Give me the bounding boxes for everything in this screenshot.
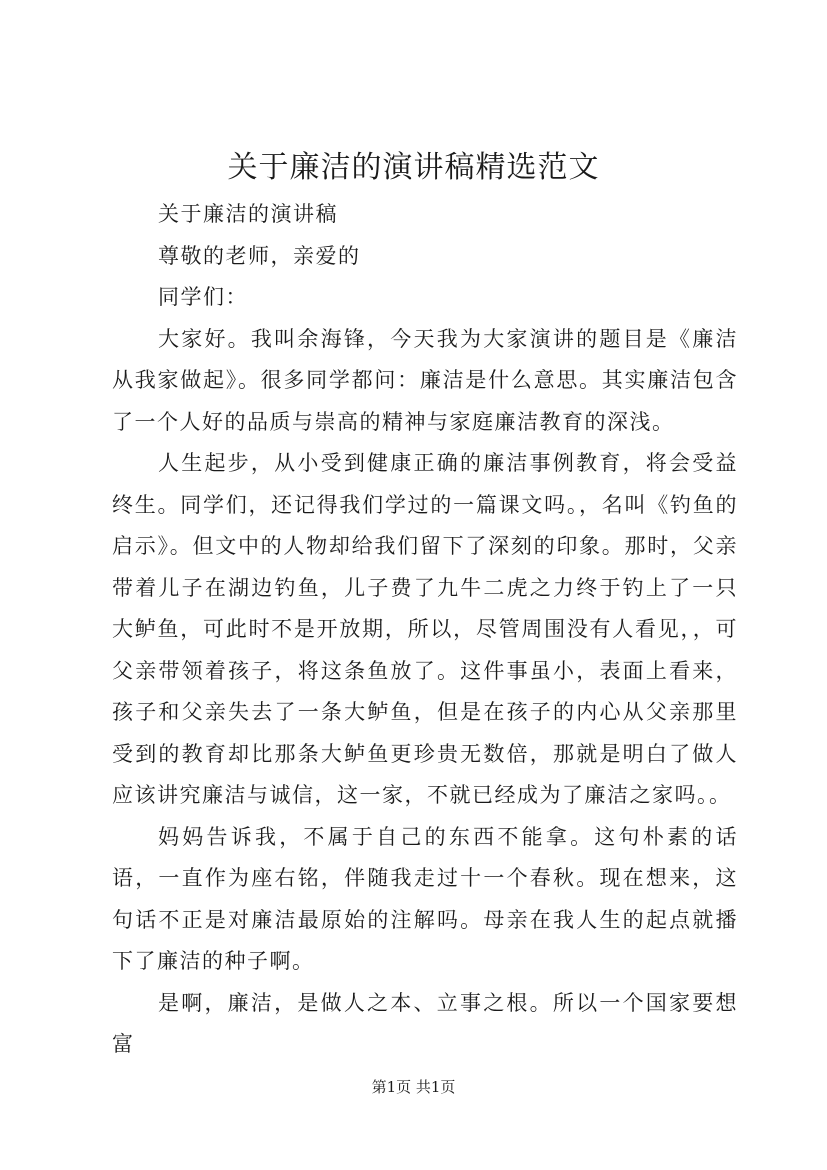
paragraph-story: 人生起步，从小受到健康正确的廉洁事例教育，将会受益终生。同学们，还记得我们学过的一篇课文吗。，名叫《钓鱼的启示》。但文中的人物却给我们留下了深刻的印象。那时，父亲带着儿子在湖边钓鱼，儿子费了九牛二虎之力终于钓上了一只大鲈鱼，可此时不是开放期，所以，尽管周围没有人看见，，可父亲带领着孩子，将这条鱼放了。这件事虽小，表面上看来，孩子和父亲失去了一条大鲈鱼，但是在孩子的内心从父亲那里受到的教育却比那条大鲈鱼更珍贵无数倍，那就是明白了做人应该讲究廉洁与诚信，这一家，不就已经成为了廉洁之家吗。。 bbox=[112, 451, 738, 807]
paragraph-salutation: 尊敬的老师，亲爱的 bbox=[158, 243, 361, 268]
document-title: 关于廉洁的演讲稿精选范文 bbox=[227, 150, 600, 185]
paragraph-mother: 妈妈告诉我，不属于自己的东西不能拿。这句朴素的话语，一直作为座右铭，伴随我走过十一个春秋。现在想来，这句话不正是对廉洁最原始的注解吗。母亲在我人生的起点就播下了廉洁的种子啊。 bbox=[112, 824, 738, 973]
paragraph-greeting: 大家好。我叫余海锋，今天我为大家演讲的题目是《廉洁从我家做起》。很多同学都问：廉洁是什么意思。其实廉洁包含了一个人好的品质与崇高的精神与家庭廉洁教育的深浅。 bbox=[112, 326, 738, 434]
paragraph-salutation-continued: 同学们： bbox=[158, 285, 248, 309]
paragraph-subtitle: 关于廉洁的演讲稿 bbox=[158, 202, 338, 226]
paragraph-conclusion: 是啊，廉洁，是做人之本、立事之根。所以一个国家要想富 bbox=[112, 990, 738, 1056]
page-footer: 第1页 共1页 bbox=[371, 1078, 456, 1096]
document-body bbox=[112, 194, 738, 1066]
